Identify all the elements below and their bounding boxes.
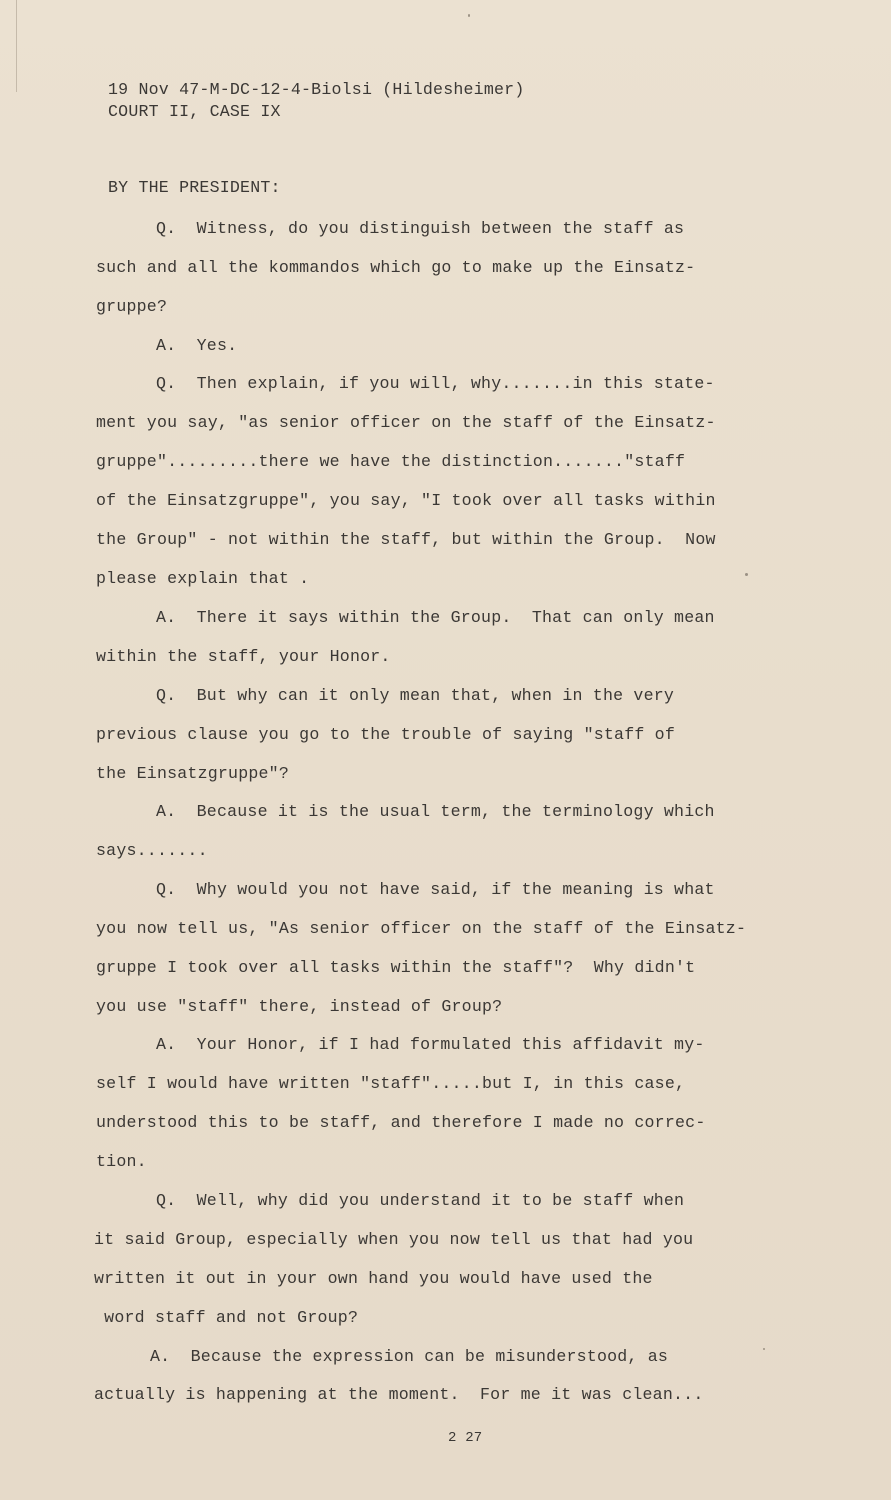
transcript-line: such and all the kommandos which go to make up the Einsatz- xyxy=(96,258,696,277)
transcript-line: of the Einsatzgruppe", you say, "I took over all tasks within xyxy=(96,491,716,510)
transcript-line: ment you say, "as senior officer on the staff of the Einsatz- xyxy=(96,413,716,432)
paper-speck xyxy=(745,573,748,576)
transcript-line: written it out in your own hand you would have used the xyxy=(94,1269,653,1288)
transcript-line: self I would have written "staff".....but I, in this case, xyxy=(96,1074,686,1093)
transcript-line: actually is happening at the moment. For me it was clean... xyxy=(94,1385,704,1404)
transcript-line: Q. But why can it only mean that, when in the very xyxy=(156,686,675,705)
transcript-line: Q. Well, why did you understand it to be staff when xyxy=(156,1191,685,1210)
transcript-line: A. Because the expression can be misunderstood, as xyxy=(150,1347,669,1366)
header-line-2: COURT II, CASE IX xyxy=(108,102,281,121)
transcript-line: says....... xyxy=(96,841,208,860)
transcript-line: Q. Then explain, if you will, why.......in this state- xyxy=(156,374,715,393)
transcript-line: Q. Witness, do you distinguish between the staff as xyxy=(156,219,685,238)
transcript-line: A. Because it is the usual term, the terminology which xyxy=(156,802,715,821)
transcript-line: gruppe? xyxy=(96,297,168,316)
paper-speck xyxy=(763,1348,765,1350)
transcript-line: you now tell us, "As senior officer on the staff of the Einsatz- xyxy=(96,919,747,938)
page-number: 2 27 xyxy=(448,1430,483,1446)
speaker-heading: BY THE PRESIDENT: xyxy=(108,178,281,197)
transcript-line: the Einsatzgruppe"? xyxy=(96,764,289,783)
transcript-line: it said Group, especially when you now tell us that had you xyxy=(94,1230,694,1249)
transcript-line: tion. xyxy=(96,1152,147,1171)
transcript-line: the Group" - not within the staff, but within the Group. Now xyxy=(96,530,716,549)
transcript-line: understood this to be staff, and therefore I made no correc- xyxy=(96,1113,706,1132)
transcript-line: please explain that . xyxy=(96,569,310,588)
transcript-line: A. There it says within the Group. That can only mean xyxy=(156,608,715,627)
transcript-line: gruppe".........there we have the distinction......."staff xyxy=(96,452,686,471)
transcript-line: within the staff, your Honor. xyxy=(96,647,391,666)
transcript-line: word staff and not Group? xyxy=(94,1308,359,1327)
transcript-line: you use "staff" there, instead of Group? xyxy=(96,997,503,1016)
transcript-line: Q. Why would you not have said, if the meaning is what xyxy=(156,880,715,899)
paper-speck xyxy=(468,14,470,17)
transcript-line: A. Yes. xyxy=(156,336,238,355)
transcript-line: previous clause you go to the trouble of saying "staff of xyxy=(96,725,675,744)
transcript-line: gruppe I took over all tasks within the staff"? Why didn't xyxy=(96,958,696,977)
transcript-line: A. Your Honor, if I had formulated this affidavit my- xyxy=(156,1035,705,1054)
paper-edge-mark xyxy=(16,0,17,92)
header-line-1: 19 Nov 47-M-DC-12-4-Biolsi (Hildesheimer) xyxy=(108,80,525,99)
